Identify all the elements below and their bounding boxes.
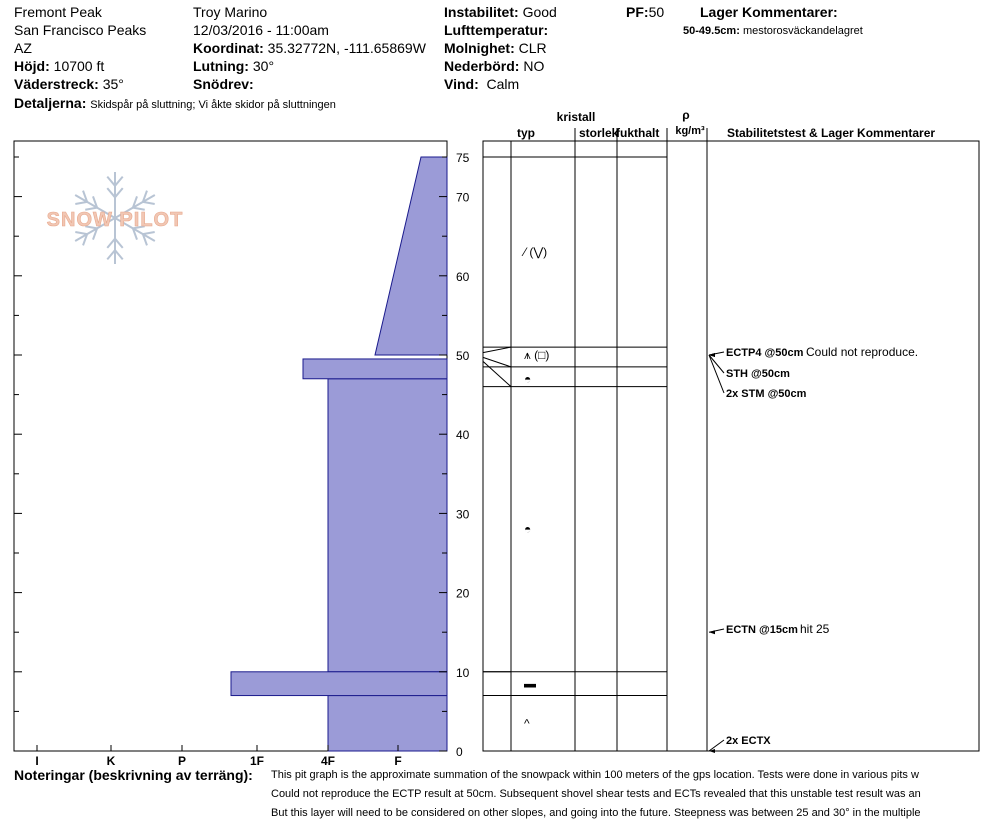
flake-branch-3-1-1 <box>107 250 115 259</box>
sky-label: Molnighet: <box>444 40 515 56</box>
pf-value: 50 <box>648 4 665 20</box>
col-rho: ρ <box>682 108 690 122</box>
x-tick-label-1F: 1F <box>249 754 265 768</box>
col-crystal: kristall <box>556 110 596 124</box>
flake-branch-0-0-1 <box>115 188 123 197</box>
layer-connector-0 <box>483 347 511 353</box>
x-tick-label-F: F <box>394 754 402 768</box>
flake-branch-1-1-0 <box>75 202 87 204</box>
test-arrow-2 <box>709 355 724 393</box>
grain-symbol-3: ◓ <box>524 522 532 537</box>
y-tick-label-60: 60 <box>456 269 470 284</box>
test-label-1: STH @50cm <box>726 368 790 380</box>
x-tick-label-P: P <box>177 754 187 768</box>
y-tick-label-50: 50 <box>456 349 470 363</box>
note-line-2: Could not reproduce the ECTP result at 50cm. Subsequent shovel shear tests and ECTs revealed that this unstable test result was an <box>271 788 921 800</box>
hardness-layer-10-47 <box>328 379 447 672</box>
y-tick-label-10: 10 <box>456 665 470 680</box>
test-comment-3: hit 25 <box>800 622 830 636</box>
col-moisture: fukthalt <box>616 126 660 140</box>
x-tick-label-K: K <box>106 754 116 768</box>
y-tick-label-0: 0 <box>456 745 463 759</box>
layer-table <box>483 128 979 751</box>
test-label-4: 2x ECTX <box>726 735 771 747</box>
wind-value: Calm <box>486 76 520 92</box>
test-label-0: ECTP4 @50cm <box>726 347 804 359</box>
wind-label: Vind: <box>444 76 479 92</box>
coordinate-value: 35.32772N, -111.65869W <box>267 40 426 56</box>
note-line-1: This pit graph is the approximate summation of the snowpack within 100 meters of the gps location. Tests were done in various pits w <box>271 769 919 781</box>
flake-branch-0-1-1 <box>115 177 123 186</box>
layer-comment-text: mestorosväckandelagret <box>742 25 863 37</box>
layer-comment-range: 50-49.5cm: <box>683 25 740 37</box>
flake-branch-0-0-0 <box>107 188 115 197</box>
flake-branch-3-0-0 <box>115 239 123 248</box>
logo-text: SNOW PILOT <box>46 209 184 231</box>
stability-label: Instabilitet: <box>444 4 519 20</box>
flake-branch-4-1-0 <box>143 232 155 234</box>
coordinate-label: Koordinat: <box>193 40 264 56</box>
test-arrow-4 <box>709 740 724 751</box>
details-label: Detaljerna: <box>14 95 87 111</box>
location-name: Fremont Peak <box>14 4 102 20</box>
col-type: typ <box>517 126 535 140</box>
observer: Troy Marino <box>193 4 268 20</box>
hardness-layer-47-49 <box>303 359 447 379</box>
notes-label: Noteringar (beskrivning av terräng): <box>14 767 253 783</box>
aspect-value: 35° <box>102 76 124 92</box>
aspect-label: Väderstreck: <box>14 76 99 92</box>
table-border <box>483 141 979 751</box>
elevation-label: Höjd: <box>14 58 50 74</box>
x-tick-label-I: I <box>35 754 39 768</box>
flake-branch-0-1-0 <box>107 177 115 186</box>
slope-value: 30° <box>252 58 275 74</box>
test-arrowhead-3 <box>709 630 715 634</box>
precip-value: NO <box>523 58 545 74</box>
col-tests: Stabilitetstest & Lager Kommentarer <box>727 126 936 140</box>
hardness-layer-7-10 <box>231 672 447 696</box>
flake-branch-3-0-1 <box>107 239 115 248</box>
y-tick-label-30: 30 <box>456 507 470 522</box>
slope-label: Lutning: <box>193 58 249 74</box>
precip-label: Nederbörd: <box>444 58 520 74</box>
datetime: 12/03/2016 - 11:00am <box>193 22 329 38</box>
pf-label: PF: <box>626 4 649 20</box>
hardness-layer-50-75 <box>375 157 447 355</box>
hardness-profile <box>231 157 447 751</box>
y-tick-label-75: 75 <box>456 151 470 165</box>
test-comment-0: Could not reproduce. <box>806 345 919 359</box>
note-line-3: But this layer will need to be considered on other slopes, and going into the future. Steepness was between 25 and 30° in the multiple <box>271 807 921 819</box>
grain-symbol-5: ^ <box>524 716 530 731</box>
grain-symbols <box>521 245 549 730</box>
stability-value: Good <box>522 4 557 20</box>
flake-branch-2-1-1 <box>75 232 87 234</box>
test-arrowhead-4 <box>709 749 715 753</box>
flake-branch-3-1-0 <box>115 250 123 259</box>
x-tick-label-4F: 4F <box>320 754 336 768</box>
flake-branch-5-1-1 <box>143 202 155 204</box>
y-tick-label-40: 40 <box>456 428 470 443</box>
col-size: storlek <box>579 126 619 140</box>
col-density-unit: kg/m³ <box>675 125 705 137</box>
hardness-layer-0-7 <box>328 696 447 751</box>
air-temp-label: Lufttemperatur: <box>444 22 549 38</box>
grain-symbol-0: ⁄ (⋁) <box>524 245 548 260</box>
drift-label: Snödrev: <box>193 76 254 92</box>
grain-symbol-2: ◓ <box>524 371 532 386</box>
range-name: San Francisco Peaks <box>14 22 147 38</box>
grain-symbol-1: ⩚ (□) <box>524 348 550 362</box>
y-tick-label-20: 20 <box>456 586 470 601</box>
stability-tests <box>709 345 918 753</box>
layer-comments-title: Lager Kommentarer: <box>700 4 838 20</box>
sky-value: CLR <box>518 40 547 56</box>
details-value: Skidspår på sluttning; Vi åkte skidor på sluttningen <box>90 99 336 111</box>
test-arrow-1 <box>709 355 724 373</box>
y-tick-label-70: 70 <box>456 190 470 205</box>
grain-symbol-4: ▬ <box>524 676 536 691</box>
state-name: AZ <box>14 40 32 56</box>
elevation-value: 10700 ft <box>53 58 105 74</box>
test-label-2: 2x STM @50cm <box>726 388 807 400</box>
test-label-3: ECTN @15cm <box>726 624 798 636</box>
